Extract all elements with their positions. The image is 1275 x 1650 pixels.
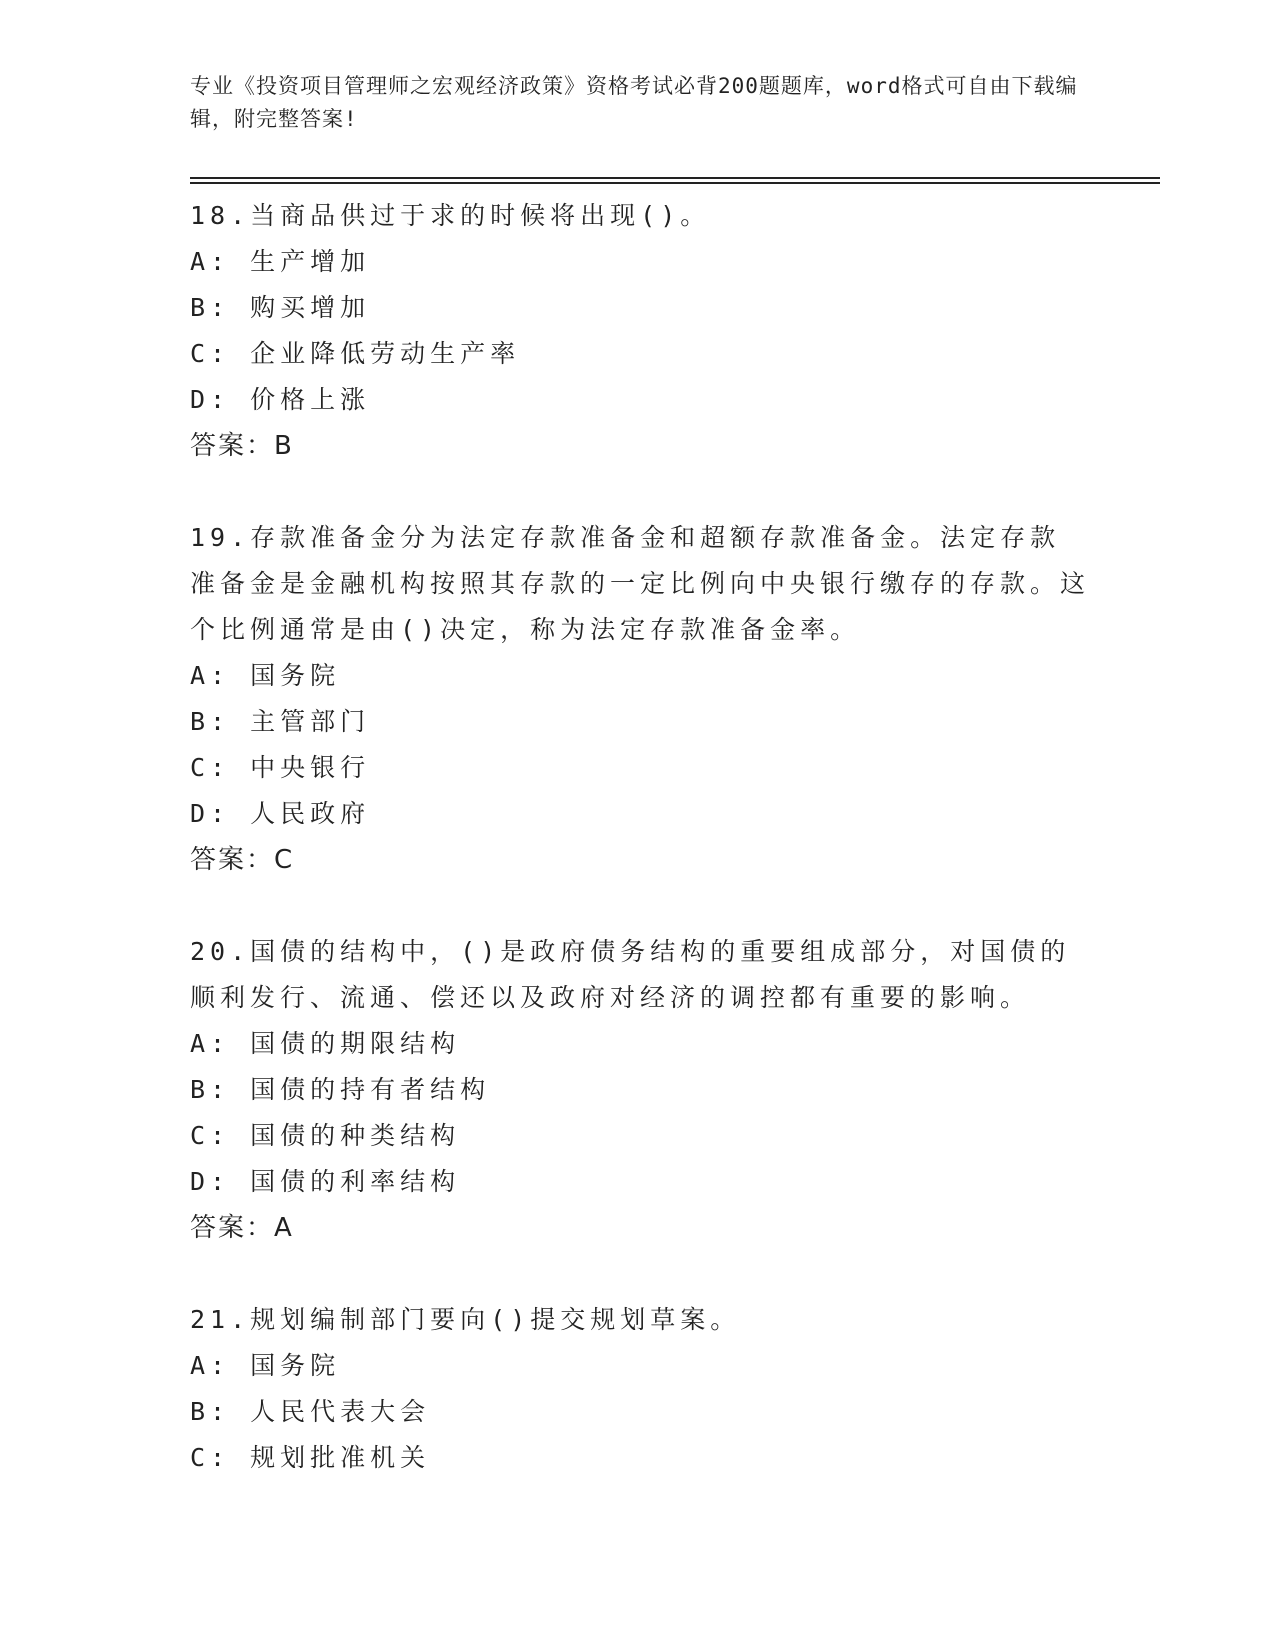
option-a: A: 国务院 xyxy=(190,1351,341,1380)
question-20 xyxy=(190,929,1090,1251)
option-d: D: 人民政府 xyxy=(190,799,371,828)
option-a: A: 生产增加 xyxy=(190,247,371,276)
option-c: C: 国债的种类结构 xyxy=(190,1121,461,1150)
answer-line: 答案：B xyxy=(190,431,294,461)
option-c: C: 中央银行 xyxy=(190,753,371,782)
answer-line: 答案：C xyxy=(190,845,295,875)
question-stem: 19.存款准备金分为法定存款准备金和超额存款准备金。法定存款准备金是金融机构按照其存款的一定比例向中央银行缴存的存款。这个比例通常是由()决定，称为法定存款准备金率。 xyxy=(190,523,1091,644)
option-b: B: 主管部门 xyxy=(190,707,371,736)
option-d: D: 国债的利率结构 xyxy=(190,1167,461,1196)
option-b: B: 人民代表大会 xyxy=(190,1397,431,1426)
question-19 xyxy=(190,515,1090,883)
question-stem: 18.当商品供过于求的时候将出现()。 xyxy=(190,201,711,230)
question-list xyxy=(190,193,1090,1527)
option-c: C: 企业降低劳动生产率 xyxy=(190,339,521,368)
header-divider-top xyxy=(190,177,1160,179)
option-b: B: 国债的持有者结构 xyxy=(190,1075,491,1104)
header-divider-bottom xyxy=(190,182,1160,184)
option-c: C: 规划批准机关 xyxy=(190,1443,431,1472)
option-a: A: 国债的期限结构 xyxy=(190,1029,461,1058)
question-stem: 21.规划编制部门要向()提交规划草案。 xyxy=(190,1305,741,1334)
option-d: D: 价格上涨 xyxy=(190,385,371,414)
question-18 xyxy=(190,193,1090,469)
option-a: A: 国务院 xyxy=(190,661,341,690)
answer-line: 答案：A xyxy=(190,1213,294,1243)
option-b: B: 购买增加 xyxy=(190,293,371,322)
question-21 xyxy=(190,1297,1090,1481)
question-stem: 20.国债的结构中，()是政府债务结构的重要组成部分，对国债的顺利发行、流通、偿还以及政府对经济的调控都有重要的影响。 xyxy=(190,937,1071,1012)
document-intro: 专业《投资项目管理师之宏观经济政策》资格考试必背200题题库，word格式可自由下载编辑，附完整答案! xyxy=(190,74,1078,131)
